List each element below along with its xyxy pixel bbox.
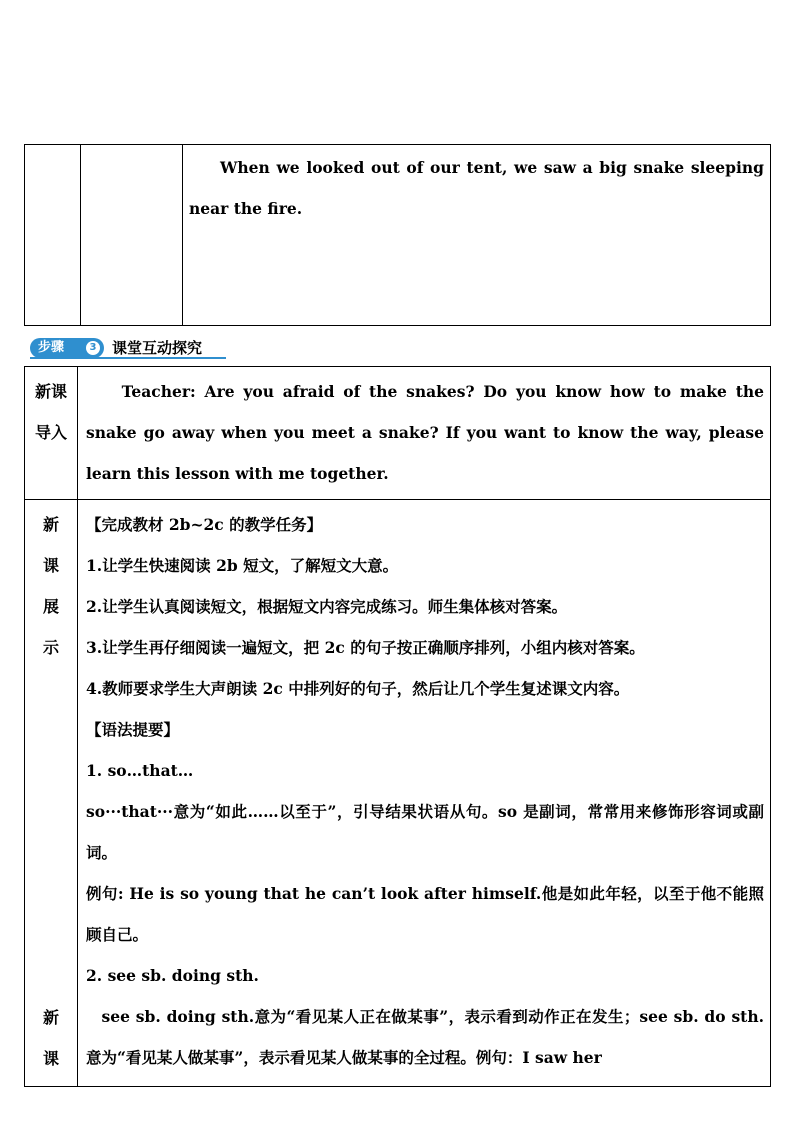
intro-label-line1: 新课 bbox=[34, 382, 67, 401]
grammar-example: 例句: He is so young that he can’t look after himself.他是如此年轻，以至于他不能照顾自己。 bbox=[86, 884, 764, 944]
intro-label-line2: 导入 bbox=[34, 423, 67, 442]
main-row bbox=[25, 500, 771, 1087]
main-label-char: 展 bbox=[42, 597, 59, 616]
top-table bbox=[24, 144, 771, 326]
grammar-explanation: so···that···意为“如此……以至于”，引导结果状语从句。so 是副词，常常用来修饰形容词或副词。 bbox=[86, 802, 764, 862]
task-item: 2.让学生认真阅读短文，根据短文内容完成练习。师生集体核对答案。 bbox=[86, 597, 568, 616]
main-label-cell bbox=[25, 500, 78, 1087]
main-label-top bbox=[25, 504, 77, 668]
step-underline bbox=[30, 357, 226, 359]
main-label-char: 示 bbox=[42, 638, 59, 657]
top-label-cell bbox=[25, 145, 81, 326]
lesson-table bbox=[24, 366, 771, 1087]
step-pill bbox=[30, 338, 104, 358]
top-sublabel-cell bbox=[81, 145, 183, 326]
grammar-heading: 【语法提要】 bbox=[86, 720, 180, 739]
grammar-point-title: 1. so…that… bbox=[86, 761, 194, 780]
main-label-char: 课 bbox=[42, 556, 59, 575]
grammar-explanation: see sb. doing sth.意为“看见某人正在做某事”，表示看到动作正在发生；see sb. do sth.意为“看见某人做某事”，表示看见某人做某事的全过程。例句：I saw her bbox=[86, 1007, 764, 1067]
task-item: 3.让学生再仔细阅读一遍短文，把 2c 的句子按正确顺序排列，小组内核对答案。 bbox=[86, 638, 645, 657]
task-item: 4.教师要求学生大声朗读 2c 中排列好的句子，然后让几个学生复述课文内容。 bbox=[86, 679, 630, 698]
main-label-char: 课 bbox=[42, 1049, 59, 1068]
intro-content-cell bbox=[78, 367, 771, 500]
main-label-char: 新 bbox=[42, 515, 59, 534]
intro-row bbox=[25, 367, 771, 500]
task-heading: 【完成教材 2b~2c 的教学任务】 bbox=[86, 515, 323, 534]
step-title: 课堂互动探究 bbox=[112, 339, 203, 357]
top-paragraph: When we looked out of our tent, we saw a big snake sleeping near the fire. bbox=[189, 158, 764, 218]
grammar-point-title: 2. see sb. doing sth. bbox=[86, 966, 259, 985]
main-label-bottom bbox=[25, 997, 77, 1079]
task-item: 1.让学生快速阅读 2b 短文，了解短文大意。 bbox=[86, 556, 399, 575]
main-label-char: 新 bbox=[42, 1008, 59, 1027]
top-content-cell bbox=[183, 145, 771, 326]
main-content-cell bbox=[78, 500, 771, 1087]
step-label: 步骤 bbox=[38, 340, 65, 355]
intro-text: Teacher: Are you afraid of the snakes? Do you know how to make the snake go away when you meet a snake? If you want to know the way, please learn this lesson with me together. bbox=[86, 382, 764, 483]
intro-label-cell bbox=[25, 367, 78, 500]
step-number-badge: 3 bbox=[86, 341, 100, 355]
step-banner bbox=[30, 338, 230, 358]
